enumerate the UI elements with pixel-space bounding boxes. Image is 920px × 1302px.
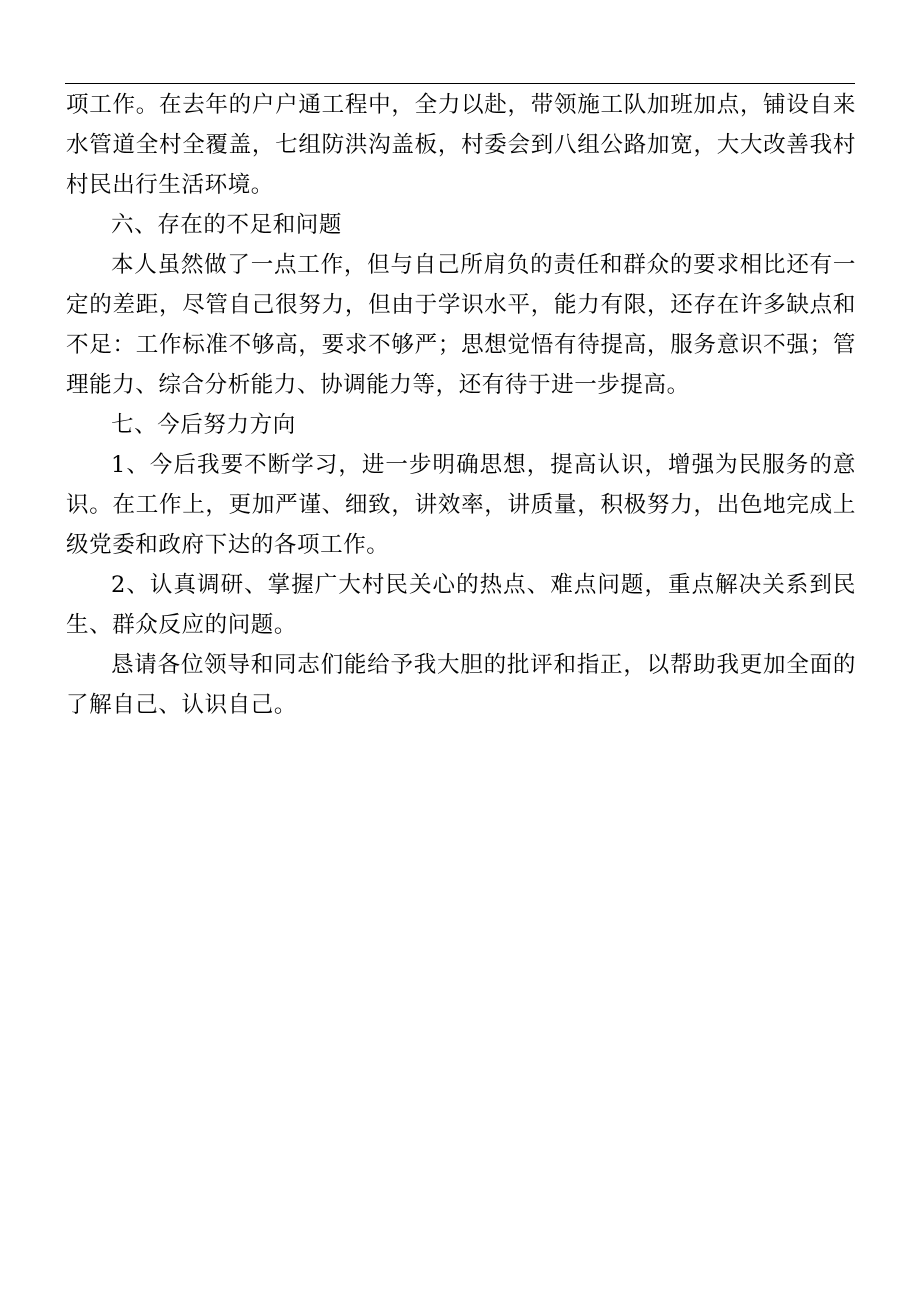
paragraph-item-1: 1、今后我要不断学习，进一步明确思想，提高认识，增强为民服务的意识。在工作上，更加严谨、细致，讲效率，讲质量，积极努力，出色地完成上级党委和政府下达的各项工作。 — [66, 452, 856, 558]
paragraph-continuation: 项工作。在去年的户户通工程中，全力以赴，带领施工队加班加点，铺设自来水管道全村全覆盖，七组防洪沟盖板，村委会到八组公路加宽，大大改善我村村民出行生活环境。 — [66, 92, 856, 198]
section-heading-future-direction: 七、今后努力方向 — [111, 412, 296, 438]
paragraph-closing: 恳请各位领导和同志们能给予我大胆的批评和指正，以帮助我更加全面的了解自己、认识自己。 — [66, 652, 856, 718]
document-body — [66, 85, 856, 725]
paragraph-shortcomings: 本人虽然做了一点工作，但与自己所肩负的责任和群众的要求相比还有一定的差距，尽管自己很努力，但由于学识水平，能力有限，还存在许多缺点和不足：工作标准不够高，要求不够严；思想觉悟有待提高，服务意识不强；管理能力、综合分析能力、协调能力等，还有待于进一步提高。 — [66, 252, 856, 398]
section-heading-shortcomings: 六、存在的不足和问题 — [111, 212, 343, 238]
paragraph-item-2: 2、认真调研、掌握广大村民关心的热点、难点问题，重点解决关系到民生、群众反应的问题。 — [66, 572, 856, 638]
header-rule — [65, 83, 855, 84]
